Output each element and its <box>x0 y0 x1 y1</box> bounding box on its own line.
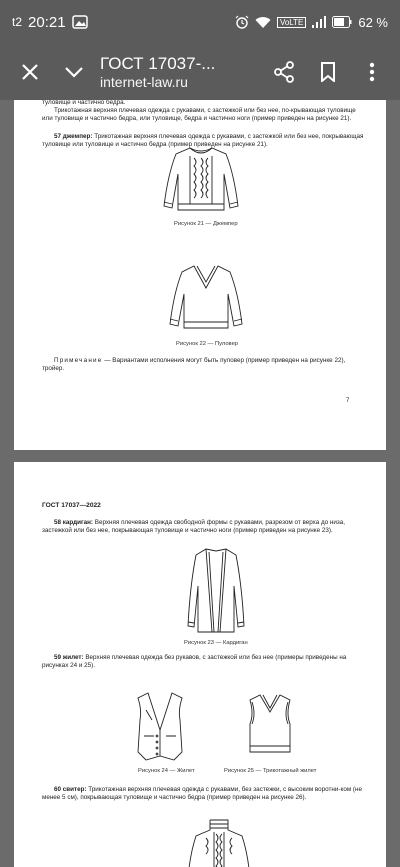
gallery-icon <box>72 15 88 29</box>
figure-23-caption: Рисунок 23 — Кардиган <box>184 640 248 646</box>
page-url: internet-law.ru <box>100 73 188 90</box>
figure-21-caption: Рисунок 21 — Джемпер <box>174 221 238 227</box>
term-zhilet: 59 жилет: <box>54 654 84 661</box>
close-icon <box>21 63 39 81</box>
paragraph-text: Трикотажная верхняя плечевая одежда с рукавами, без застежки, с высоким воротни-ком (не менее 5 см), покрывающая туловище и частично бедра (пример приведен на рисунке 26). <box>42 786 362 802</box>
running-header: ГОСТ 17037—2022 <box>42 502 101 509</box>
paragraph-text: Трикотажная верхняя плечевая одежда с рукавами, с застежкой или без нее, покрывающая туловище или туловище и частично бедра (пример приведен на рисунке 21). <box>42 133 364 149</box>
document-page-7 <box>14 100 386 450</box>
clock: 20:21 <box>28 13 66 31</box>
close-button[interactable] <box>8 44 52 100</box>
volte-badge: VoLTE <box>277 17 306 28</box>
carrier-label: t2 <box>12 15 23 29</box>
paragraph-text: Верхняя плечевая одежда свободной формы с рукавами, разрезом от верха до низа, застежкой или без нее, покрывающая туловище и частично ноги (пример приведен на рисунке 23). <box>42 519 346 535</box>
jumper-illustration <box>160 144 242 216</box>
battery-icon <box>332 16 352 28</box>
term-dzhemper: 57 джемпер: <box>54 133 93 140</box>
bookmark-icon <box>320 62 336 82</box>
figure-25-caption: Рисунок 25 — Трикотажный жилет <box>224 768 317 774</box>
signal-icon <box>312 16 326 28</box>
cardigan-illustration <box>186 546 246 636</box>
paragraph-58 <box>42 519 366 535</box>
wifi-icon <box>255 16 271 29</box>
knitted-vest-illustration <box>242 692 298 758</box>
status-bar <box>0 0 400 44</box>
paragraph-60 <box>42 786 366 802</box>
note-text: — Вариантами исполнения могут быть пуловер (пример приведен на рисунке 22), тройер. <box>42 357 346 373</box>
vest-illustration <box>132 690 188 762</box>
figure-22-caption: Рисунок 22 — Пуловер <box>176 341 239 347</box>
text-fragment: туловище и частично бедра. <box>42 100 126 106</box>
chevron-down-icon <box>64 66 84 78</box>
page-title: ГОСТ 17037-... <box>100 53 216 73</box>
custom-tab-toolbar <box>0 44 400 100</box>
share-button[interactable] <box>262 44 306 100</box>
paragraph-text: Трикотажная верхняя плечевая одежда с рукавами, с застежкой или без нее, по-крывающая туловище или туловище и частично бедра, или туловище, бедра и частично ноги (пример приведен на рисунке 21). <box>42 107 356 123</box>
more-vertical-icon <box>369 62 375 82</box>
battery-percent: 62 % <box>358 14 388 30</box>
sweater-illustration <box>184 818 254 867</box>
figure-24-caption: Рисунок 24 — Жилет <box>138 768 195 774</box>
note <box>42 357 366 373</box>
more-button[interactable] <box>350 44 394 100</box>
paragraph-text: Верхняя плечевая одежда без рукавов, с застежкой или без нее (примеры приведены на рисунках 24 и 25). <box>42 654 347 670</box>
page-title-block[interactable] <box>96 53 262 92</box>
expand-button[interactable] <box>52 44 96 100</box>
page-number: 7 <box>346 398 350 404</box>
share-icon <box>273 61 295 83</box>
term-kardigan: 58 кардиган: <box>54 519 93 526</box>
alarm-icon <box>235 15 249 29</box>
document-page-8 <box>14 462 386 867</box>
paragraph-56-tail <box>42 107 366 123</box>
paragraph-59 <box>42 654 366 670</box>
pullover-illustration <box>166 262 246 334</box>
term-sviter: 60 свитер: <box>54 786 87 793</box>
document-viewport[interactable] <box>0 100 400 867</box>
bookmark-button[interactable] <box>306 44 350 100</box>
note-label: Примечание <box>54 357 103 364</box>
